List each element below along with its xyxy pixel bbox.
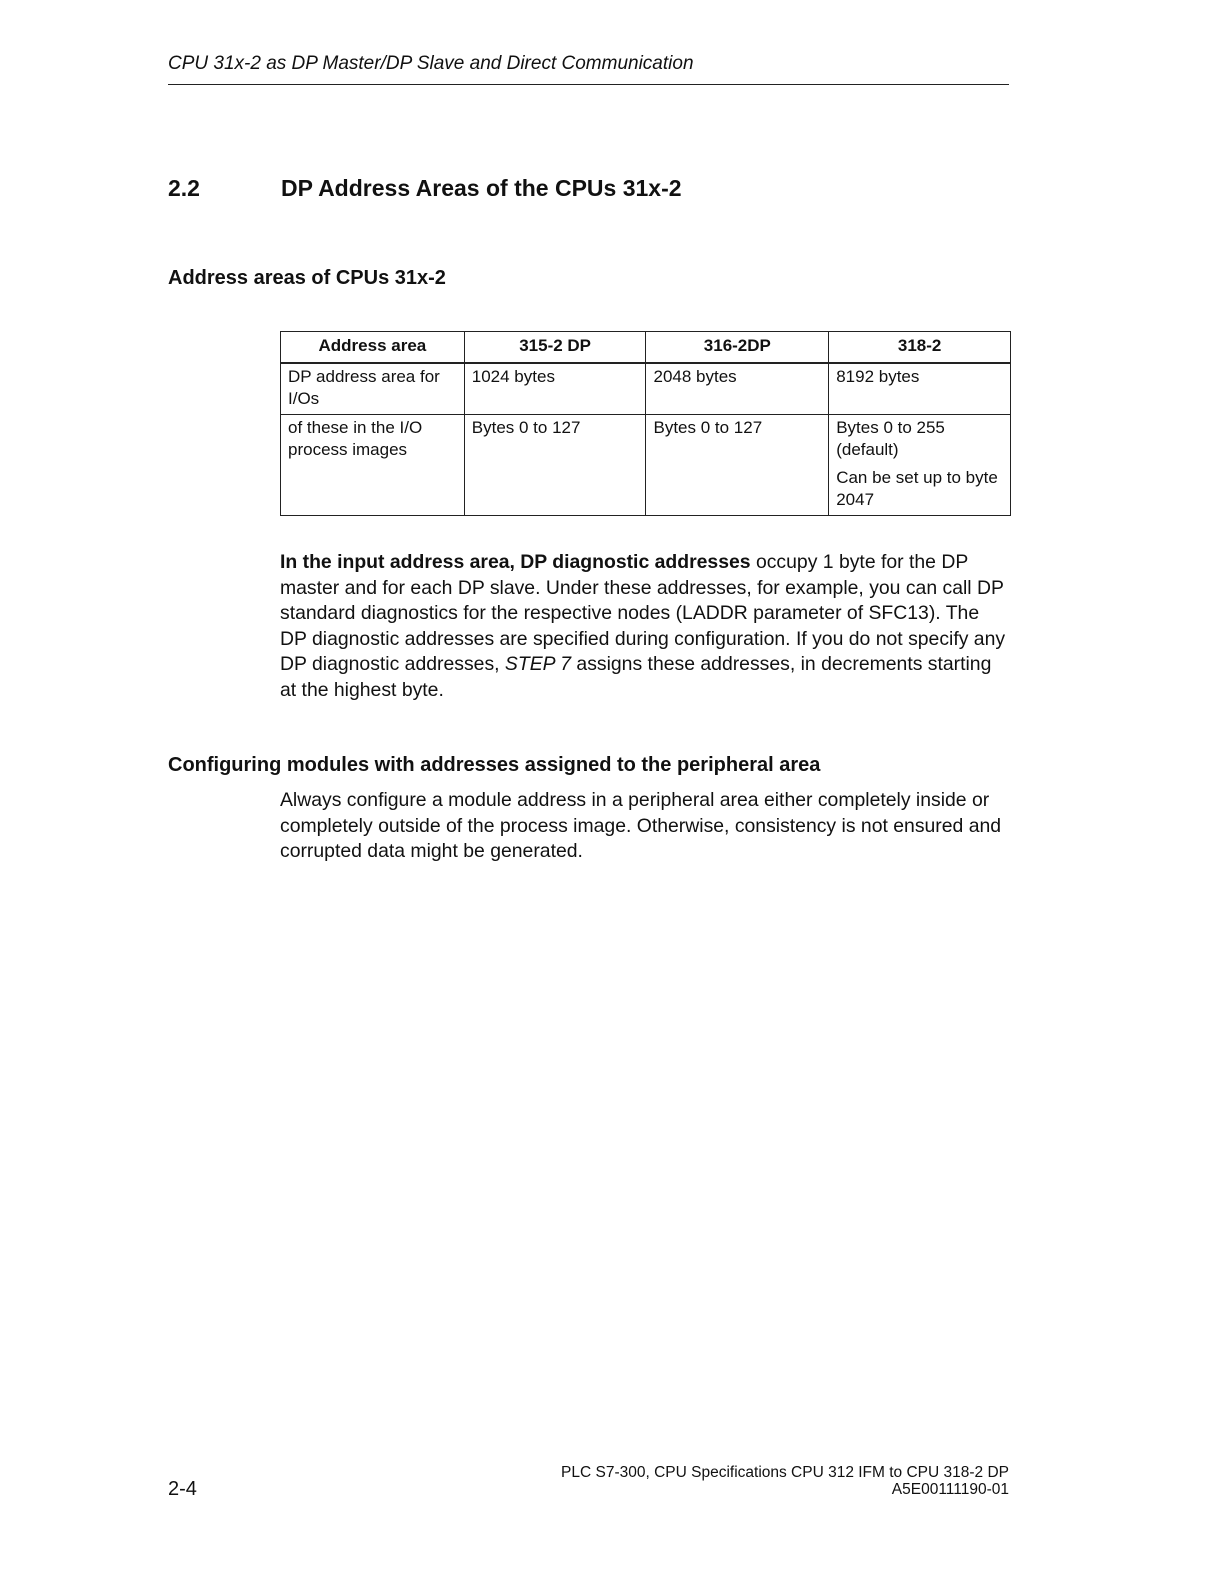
column-header-316-2dp: 316-2DP <box>646 332 829 364</box>
diagnostic-address-paragraph <box>280 550 1010 704</box>
table-cell: 1024 bytes <box>464 363 646 415</box>
column-header-address-area: Address area <box>281 332 465 364</box>
cell-line-configurable: Can be set up to byte 2047 <box>836 468 998 509</box>
section-number: 2.2 <box>168 175 200 201</box>
column-header-315-2dp: 315-2 DP <box>464 332 646 364</box>
table-cell: of these in the I/O process images <box>281 415 465 516</box>
bold-lead-text: In the input address area, DP diagnostic addresses <box>280 551 751 573</box>
peripheral-area-paragraph: Always configure a module address in a peripheral area either completely inside or completely outside of the process image. Otherwise, consistency is not ensured and corrupted data might be generated. <box>280 789 1002 863</box>
subsection-title-configuring-modules: Configuring modules with addresses assigned to the peripheral area <box>168 754 821 776</box>
table-cell: 2048 bytes <box>646 363 829 415</box>
page-number: 2-4 <box>168 1478 197 1500</box>
footer-manual-title: PLC S7-300, CPU Specifications CPU 312 IFM to CPU 318-2 DP <box>561 1464 1009 1481</box>
column-header-318-2: 318-2 <box>829 332 1011 364</box>
running-header: CPU 31x-2 as DP Master/DP Slave and Direct Communication <box>168 52 1009 85</box>
table-cell: 8192 bytes <box>829 363 1011 415</box>
paragraph-text: assigns these addresses, in decrements starting at the highest byte. <box>280 653 992 701</box>
table-row <box>281 415 1011 516</box>
table-header-row <box>281 332 1011 364</box>
table-cell: Bytes 0 to 127 <box>464 415 646 516</box>
table-row <box>281 363 1011 415</box>
step7-italic-text: STEP 7 <box>504 653 572 676</box>
footer-document-number: A5E00111190-01 <box>891 1481 1009 1498</box>
table-cell <box>829 415 1011 516</box>
paragraph-text: occupy 1 byte for the DP master and for each DP slave. Under these addresses, for example, you can call DP standard diagnostics for the respective nodes (LADDR parameter of SFC13). The DP diagnostic addresses are specified during configuration. If you do not specify any DP diagnostic addresses, <box>280 551 1006 676</box>
table-cell: Bytes 0 to 127 <box>646 415 829 516</box>
footer-manual-info <box>561 1464 1009 1498</box>
section-heading <box>168 173 682 203</box>
cell-line-default: Bytes 0 to 255 (default) <box>836 418 945 459</box>
section-title: DP Address Areas of the CPUs 31x-2 <box>281 175 682 201</box>
table-cell: DP address area for I/Os <box>281 363 465 415</box>
subsection-title-address-areas: Address areas of CPUs 31x-2 <box>168 267 446 289</box>
address-area-table <box>280 331 1011 516</box>
